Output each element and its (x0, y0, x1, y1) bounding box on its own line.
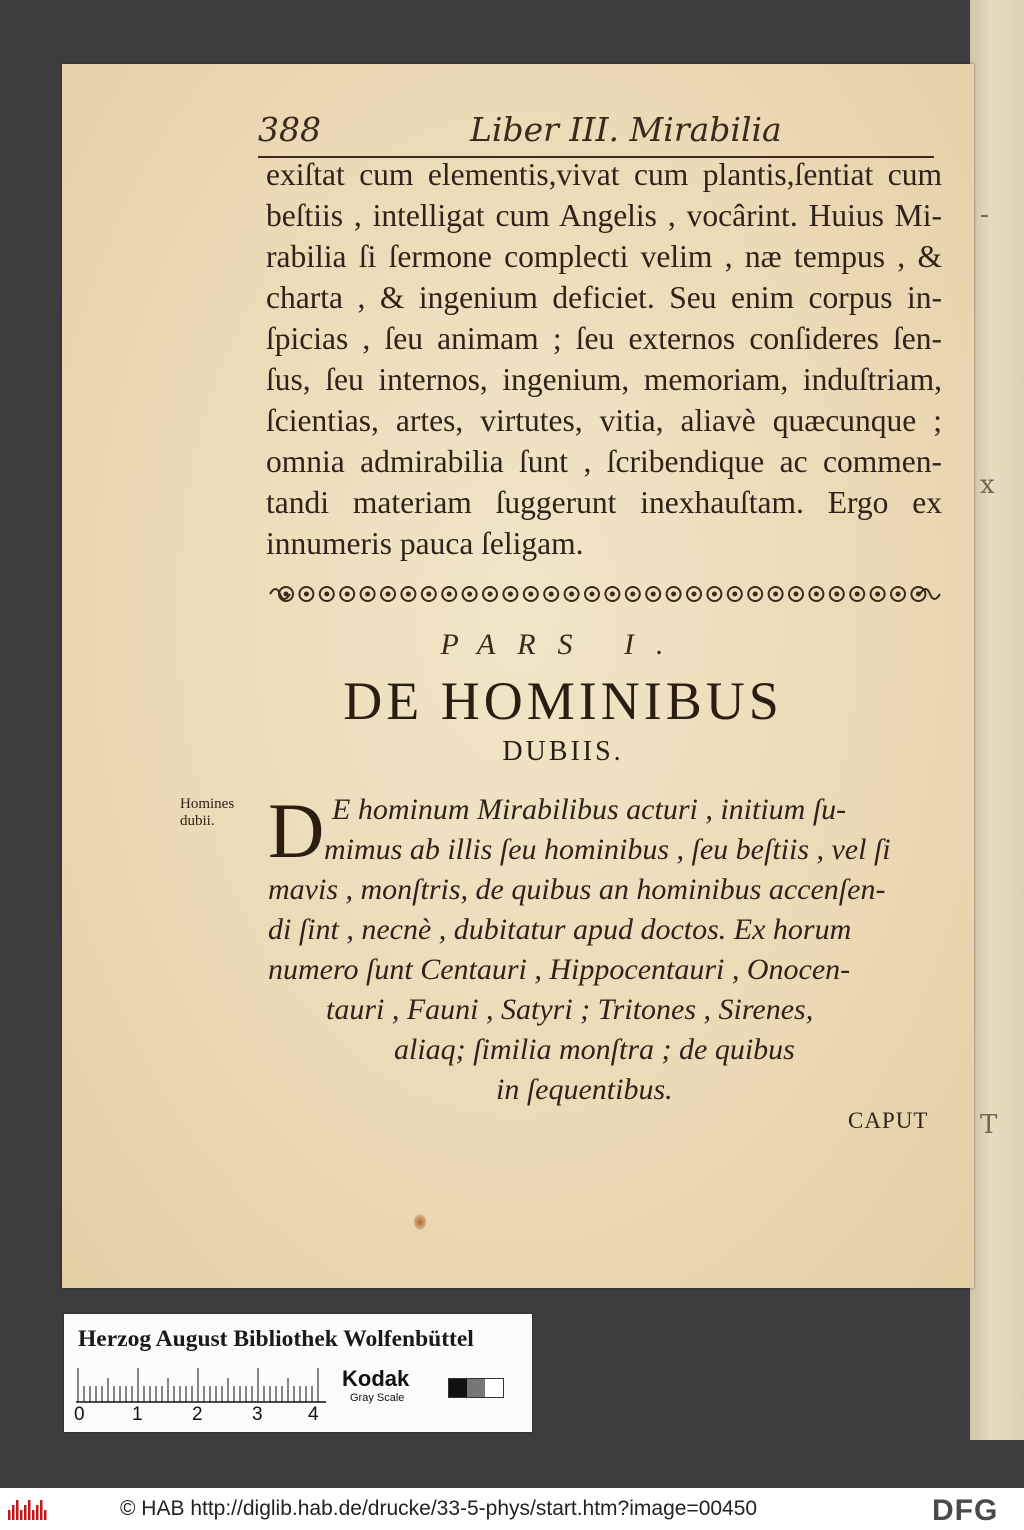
body-line: ſcientias, artes, virtutes, vitia, aliavè quæcunque ; (266, 403, 942, 438)
body-line: ſpicias , ſeu animam ; ſeu externos conſideres ſen- (266, 321, 942, 356)
body-line: omnia admirabilia ſunt , ſcribendique ac commen- (266, 444, 942, 479)
body-line: exiſtat cum elementis,vivat cum plantis,ſentiat cum (266, 157, 942, 192)
ruler-number: 4 (308, 1404, 319, 1425)
body-line: charta , & ingenium deficiet. Seu enim corpus in- (266, 280, 942, 315)
drop-cap: D (268, 787, 325, 874)
ruler-number: 0 (74, 1404, 85, 1425)
page-number: 388 (258, 110, 321, 149)
chapter-title: DE HOMINIBUS (343, 671, 783, 731)
body-paragraph (266, 154, 942, 564)
italic-line: mavis , monſtris, de quibus an hominibus accenſen- (268, 873, 886, 906)
library-name: Herzog August Bibliothek Wolfenbüttel (78, 1326, 474, 1352)
margin-note (180, 796, 260, 830)
book-page (62, 64, 974, 1288)
ruler-number: 2 (192, 1404, 203, 1425)
margin-note-line: Homines (180, 796, 235, 812)
part-heading: PARS I. (440, 628, 686, 661)
citation-link[interactable]: © HAB http://diglib.hab.de/drucke/33-5-phys/start.htm?image=00450 (120, 1497, 758, 1520)
footer-bar (0, 1488, 1024, 1530)
ruler-number: 1 (132, 1404, 143, 1425)
italic-line: mimus ab illis ſeu hominibus , ſeu beſtiis , vel ſi (324, 833, 891, 866)
italic-line: E hominum Mirabilibus acturi , initium ſu- (332, 793, 847, 826)
body-line: ſus, ſeu internos, ingenium, memoriam, induſtriam, (266, 362, 942, 397)
paper-stain (414, 1214, 426, 1230)
page-header (258, 110, 958, 156)
margin-note-line: dubii. (180, 813, 215, 829)
italic-line: di ſint , necnè , dubitatur apud doctos. Ex horum (268, 913, 852, 946)
adjacent-page-edge: - x T (970, 0, 1024, 1440)
kodak-logo: Kodak (342, 1366, 410, 1391)
italic-line: in ſequentibus. (496, 1073, 673, 1106)
body-line: beſtiis , intelligat cum Angelis , vocârint. Huius Mi- (266, 198, 942, 233)
italic-line: tauri , Fauni , Satyri ; Tritones , Sirenes, (326, 993, 814, 1026)
italic-line: aliaq; ſimilia monſtra ; de quibus (394, 1033, 795, 1066)
gray-scale-label: Gray Scale (350, 1392, 405, 1404)
body-line: tandi materiam ſuggerunt inexhauſtam. Ergo ex (266, 485, 942, 520)
ruler-number: 3 (252, 1404, 263, 1425)
catchword: CAPUT (848, 1108, 929, 1133)
ornament-band (268, 576, 942, 612)
running-head: Liber III. Mirabilia (470, 110, 782, 149)
library-label-card (64, 1314, 532, 1432)
dfg-logo: DFG (932, 1494, 999, 1527)
measurement-ruler (76, 1368, 326, 1404)
chapter-subtitle: DUBIIS. (502, 736, 624, 767)
hab-logo-icon (6, 1496, 48, 1522)
gray-scale-swatches (448, 1378, 504, 1398)
body-line: innumeris pauca ſeligam. (266, 526, 584, 561)
italic-line: numero ſunt Centauri , Hippocentauri , Onocen- (268, 953, 851, 986)
body-line: rabilia ſi ſermone complecti velim , næ tempus , & (266, 239, 942, 274)
